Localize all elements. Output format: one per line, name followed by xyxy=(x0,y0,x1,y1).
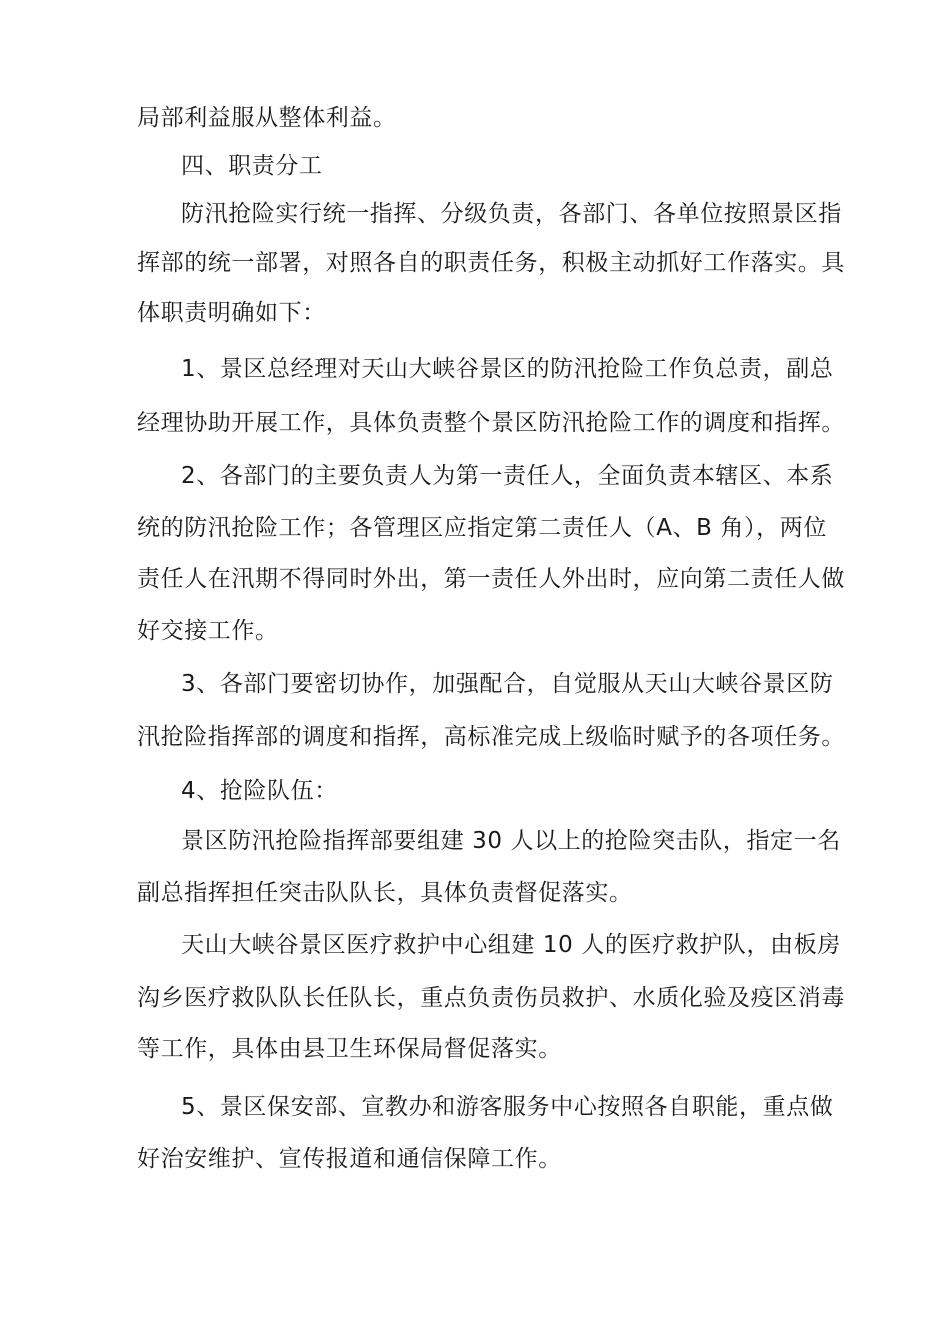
text-line: 责任人在汛期不得同时外出，第一责任人外出时，应向第二责任人做 xyxy=(137,566,845,592)
text-line: 好交接工作。 xyxy=(137,618,279,644)
text-line: 1、景区总经理对天山大峡谷景区的防汛抢险工作负总责，副总 xyxy=(181,356,834,382)
text-line: 副总指挥担任突击队队长，具体负责督促落实。 xyxy=(137,880,633,906)
text-line: 沟乡医疗救队队长任队长，重点负责伤员救护、水质化验及疫区消毒 xyxy=(137,985,845,1011)
text-line: 好治安维护、宣传报道和通信保障工作。 xyxy=(137,1146,562,1172)
text-line: 5、景区保安部、宣教办和游客服务中心按照各自职能，重点做 xyxy=(181,1094,834,1120)
section-heading: 四、职责分工 xyxy=(181,153,323,179)
text-line: 景区防汛抢险指挥部要组建 30 人以上的抢险突击队，指定一名 xyxy=(181,828,841,854)
text-line: 等工作，具体由县卫生环保局督促落实。 xyxy=(137,1036,562,1062)
text-line: 4、抢险队伍： xyxy=(181,778,338,804)
text-line: 汛抢险指挥部的调度和指挥，高标准完成上级临时赋予的各项任务。 xyxy=(137,724,845,750)
text-line: 2、各部门的主要负责人为第一责任人，全面负责本辖区、本系 xyxy=(181,463,834,489)
text-line: 体职责明确如下： xyxy=(137,300,326,326)
text-line: 统的防汛抢险工作；各管理区应指定第二责任人（A、B 角），两位 xyxy=(137,515,827,541)
text-line: 局部利益服从整体利益。 xyxy=(137,105,397,131)
text-line: 3、各部门要密切协作，加强配合，自觉服从天山大峡谷景区防 xyxy=(181,671,834,697)
text-line: 挥部的统一部署，对照各自的职责任务，积极主动抓好工作落实。具 xyxy=(137,250,845,276)
text-line: 经理协助开展工作，具体负责整个景区防汛抢险工作的调度和指挥。 xyxy=(137,410,845,436)
text-line: 防汛抢险实行统一指挥、分级负责，各部门、各单位按照景区指 xyxy=(181,201,842,227)
text-line: 天山大峡谷景区医疗救护中心组建 10 人的医疗救护队，由板房 xyxy=(181,932,841,958)
